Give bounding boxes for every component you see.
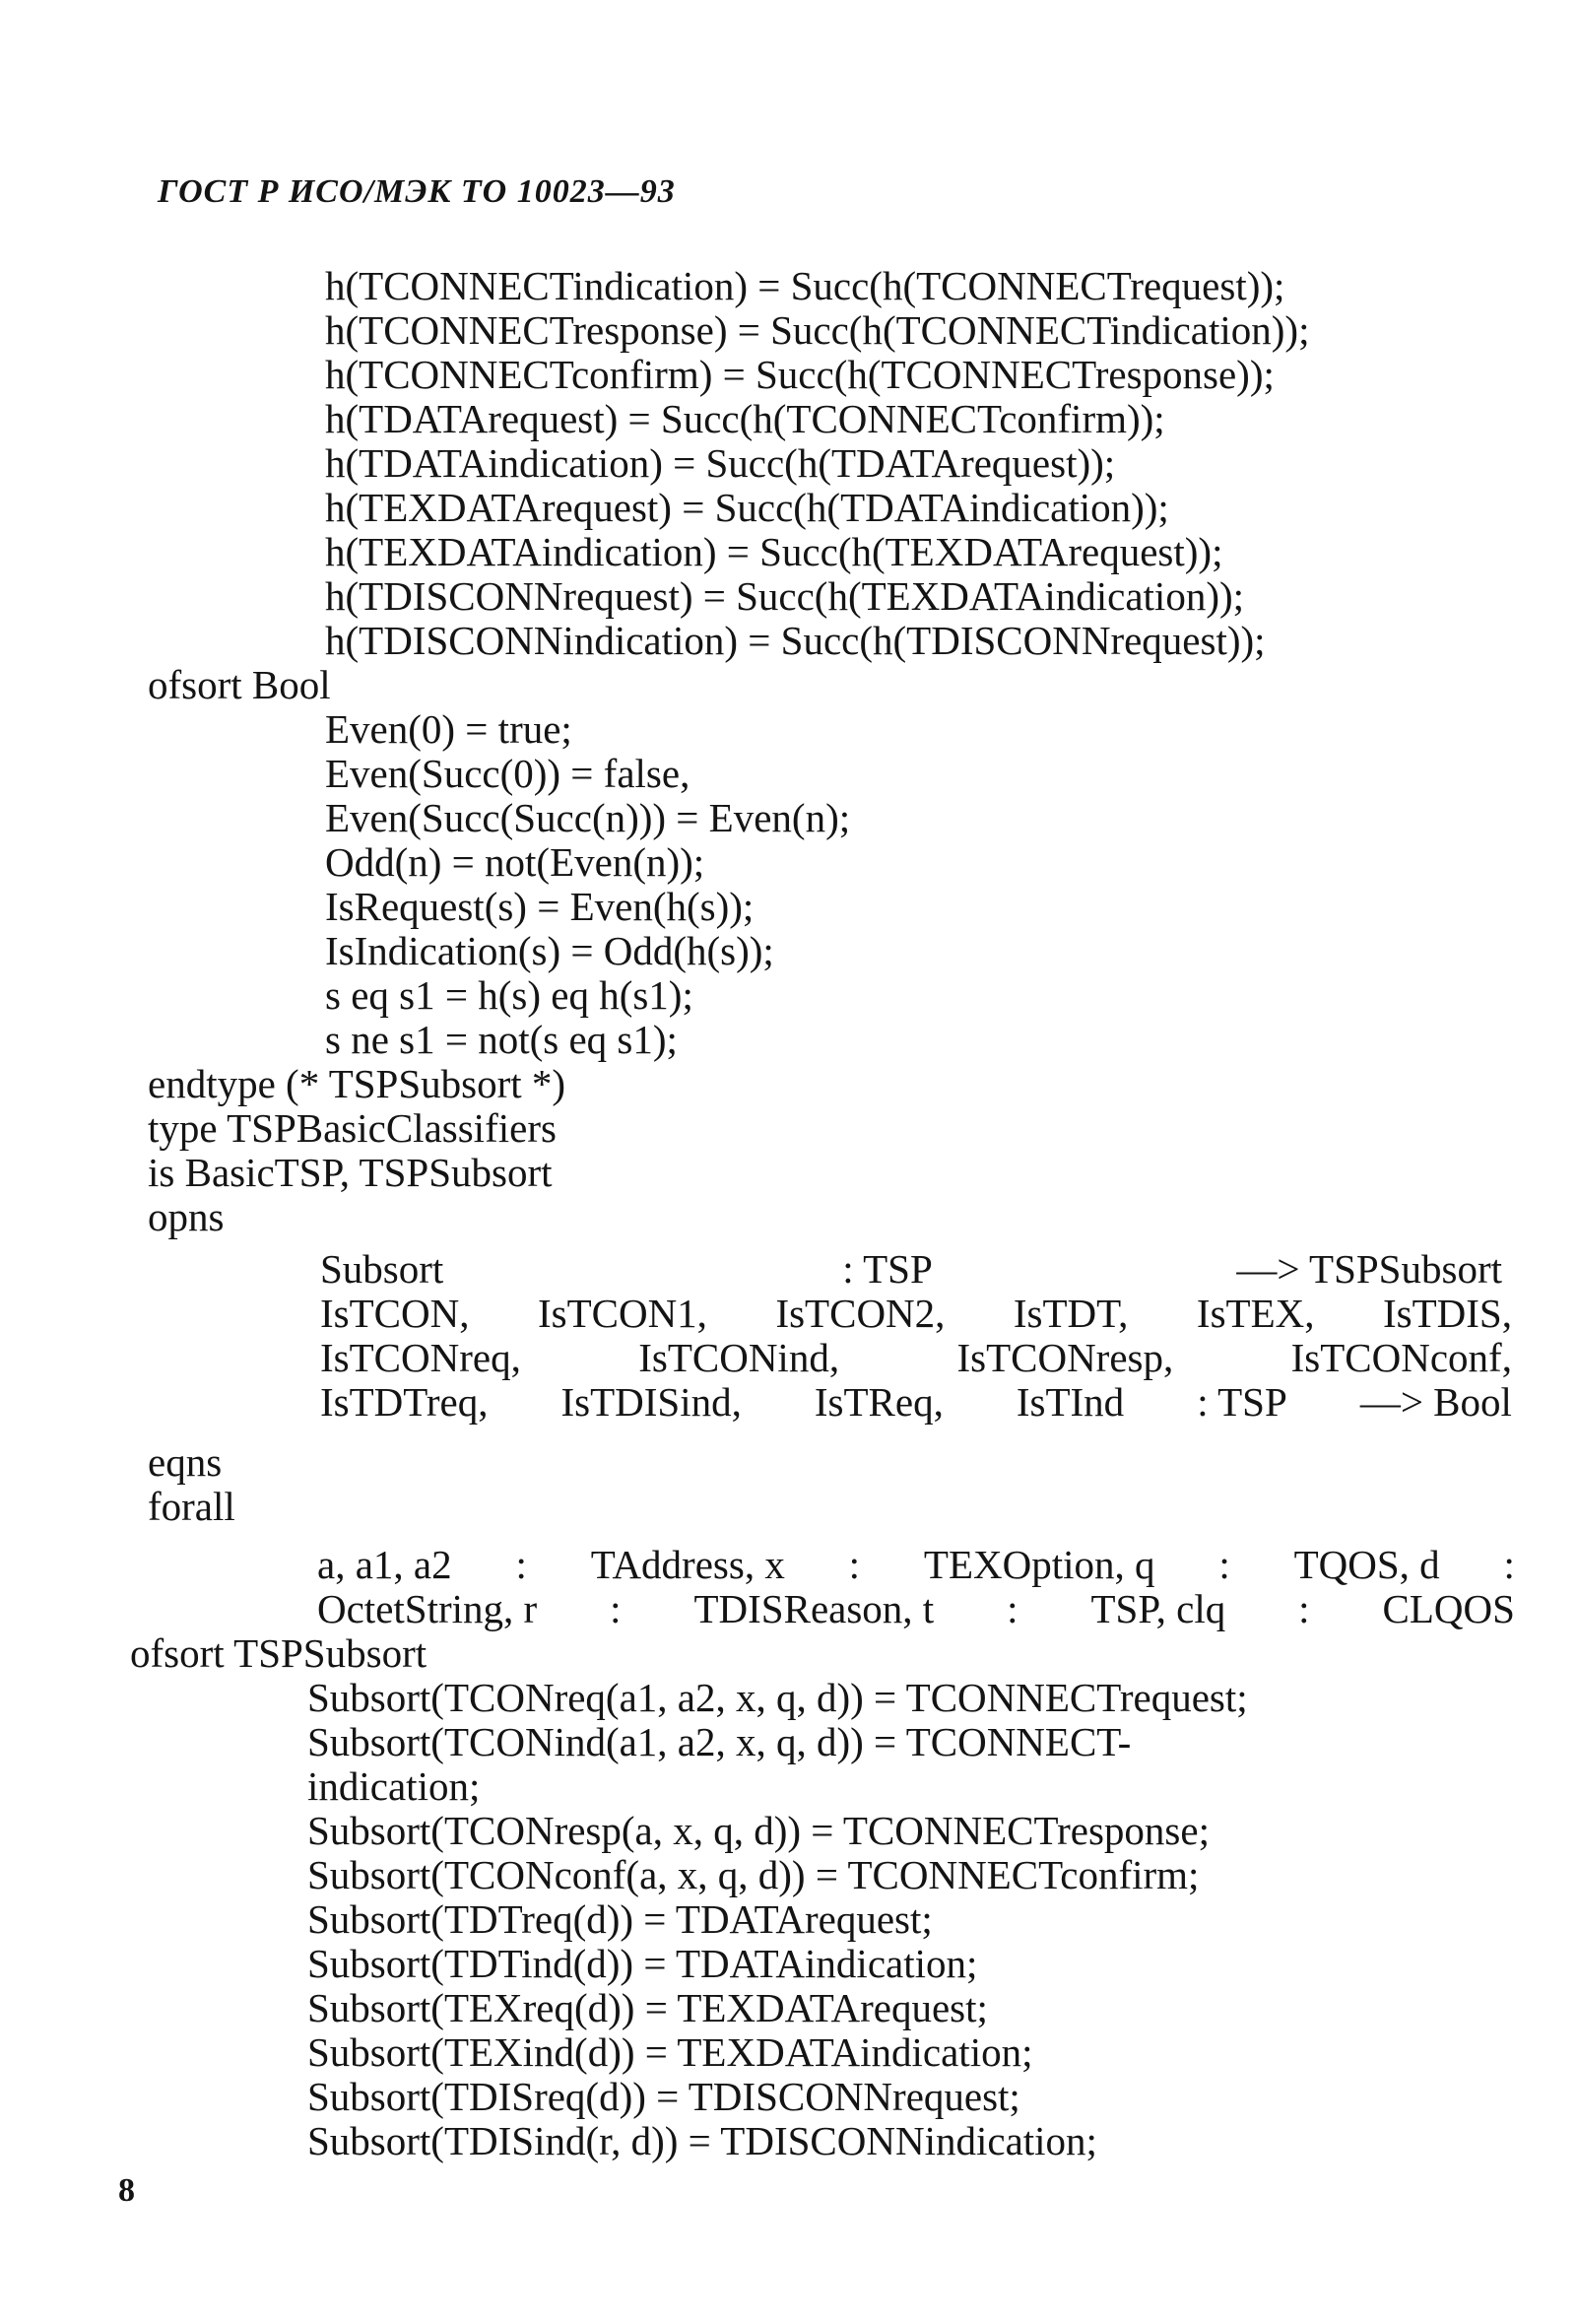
- opns-cell: IsTCON1,: [537, 1291, 707, 1336]
- forall-row: [317, 1543, 1515, 1587]
- equation-line: h(TDISCONNindication) = Succ(h(TDISCONNrequest));: [325, 618, 1266, 663]
- opns-keyword: opns: [148, 1194, 225, 1239]
- equation-line: indication;: [307, 1763, 481, 1809]
- opns-cell: IsTReq,: [814, 1379, 944, 1425]
- equation-line: s eq s1 = h(s) eq h(s1);: [325, 972, 693, 1018]
- equation-line: Subsort(TEXreq(d)) = TEXDATArequest;: [307, 1985, 988, 2030]
- equation-line: Even(0) = true;: [325, 706, 572, 752]
- equation-line: Subsort(TCONconf(a, x, q, d)) = TCONNECTconfirm;: [307, 1852, 1200, 1897]
- ofsort-bool-keyword: ofsort Bool: [148, 662, 331, 707]
- forall-keyword: forall: [148, 1484, 235, 1529]
- equation-line: Even(Succ(0)) = false,: [325, 751, 690, 796]
- equation-line: h(TCONNECTconfirm) = Succ(h(TCONNECTresponse));: [325, 352, 1275, 397]
- opns-cell: IsTCONconf,: [1290, 1335, 1512, 1380]
- forall-cell: :: [515, 1542, 527, 1587]
- equation-line: Subsort(TDISind(r, d)) = TDISCONNindication;: [307, 2118, 1097, 2163]
- opns-cell: —> Bool: [1359, 1379, 1512, 1425]
- forall-cell: OctetString, r: [317, 1586, 538, 1631]
- forall-cell: CLQOS: [1382, 1586, 1515, 1631]
- ofsort-tspsubsort-keyword: ofsort TSPSubsort: [130, 1630, 427, 1676]
- opns-cell: IsTDIS,: [1382, 1291, 1512, 1336]
- forall-cell: :: [1503, 1542, 1515, 1587]
- opns-cell: IsTCON,: [320, 1291, 470, 1336]
- opns-cell: IsTCONreq,: [320, 1335, 521, 1380]
- page-header-standard-id: ГОСТ Р ИСО/МЭК ТО 10023—93: [158, 173, 676, 210]
- opns-row: [320, 1336, 1512, 1380]
- forall-cell: :: [1218, 1542, 1230, 1587]
- endtype-line: endtype (* TSPSubsort *): [148, 1061, 566, 1106]
- opns-row: [320, 1380, 1512, 1425]
- equation-line: h(TDISCONNrequest) = Succ(h(TEXDATAindication));: [325, 573, 1245, 619]
- forall-cell: :: [610, 1586, 622, 1631]
- opns-cell: IsTEX,: [1196, 1291, 1315, 1336]
- forall-cell: a, a1, a2: [317, 1542, 452, 1587]
- type-line: type TSPBasicClassifiers: [148, 1105, 557, 1151]
- equation-line: Subsort(TDISreq(d)) = TDISCONNrequest;: [307, 2074, 1020, 2119]
- equation-line: h(TDATAindication) = Succ(h(TDATArequest));: [325, 440, 1116, 486]
- opns-row: [320, 1292, 1512, 1336]
- is-line: is BasicTSP, TSPSubsort: [148, 1150, 553, 1195]
- forall-cell: :: [1298, 1586, 1310, 1631]
- equation-line: Subsort(TEXind(d)) = TEXDATAindication;: [307, 2029, 1033, 2075]
- equation-line: h(TCONNECTresponse) = Succ(h(TCONNECTindication));: [325, 307, 1310, 353]
- equation-line: IsRequest(s) = Even(h(s));: [325, 884, 755, 929]
- equation-line: h(TCONNECTindication) = Succ(h(TCONNECTrequest));: [325, 263, 1285, 308]
- equation-line: Subsort(TCONresp(a, x, q, d)) = TCONNECTresponse;: [307, 1808, 1210, 1853]
- equation-line: h(TEXDATArequest) = Succ(h(TDATAindication));: [325, 485, 1169, 530]
- opns-cell: : TSP: [842, 1246, 933, 1292]
- opns-cell: IsTInd: [1016, 1379, 1125, 1425]
- forall-cell: TSP, clq: [1090, 1586, 1226, 1631]
- opns-cell: IsTCONind,: [638, 1335, 840, 1380]
- opns-cell: —> TSPSubsort: [1236, 1246, 1502, 1292]
- equation-line: Odd(n) = not(Even(n));: [325, 839, 705, 885]
- opns-row: [320, 1247, 1502, 1292]
- equation-line: h(TEXDATAindication) = Succ(h(TEXDATArequest));: [325, 529, 1223, 574]
- opns-cell: : TSP: [1197, 1379, 1287, 1425]
- opns-cell: IsTDTreq,: [320, 1379, 489, 1425]
- opns-cell: IsTDISind,: [560, 1379, 742, 1425]
- equation-line: Subsort(TDTreq(d)) = TDATArequest;: [307, 1896, 933, 1942]
- opns-cell: IsTCONresp,: [956, 1335, 1174, 1380]
- equation-line: Subsort(TCONind(a1, a2, x, q, d)) = TCONNECT-: [307, 1719, 1132, 1764]
- equation-line: s ne s1 = not(s eq s1);: [325, 1017, 678, 1062]
- equation-line: Even(Succ(Succ(n))) = Even(n);: [325, 795, 851, 840]
- forall-cell: TAddress, x: [590, 1542, 785, 1587]
- equation-line: Subsort(TCONreq(a1, a2, x, q, d)) = TCONNECTrequest;: [307, 1675, 1248, 1720]
- eqns-keyword: eqns: [148, 1439, 223, 1485]
- opns-cell: IsTCON2,: [775, 1291, 946, 1336]
- page-number: 8: [118, 2172, 135, 2209]
- forall-cell: TDISReason, t: [693, 1586, 935, 1631]
- equation-line: h(TDATArequest) = Succ(h(TCONNECTconfirm));: [325, 396, 1165, 441]
- equation-line: IsIndication(s) = Odd(h(s));: [325, 928, 774, 973]
- forall-cell: :: [1007, 1586, 1018, 1631]
- equation-line: Subsort(TDTind(d)) = TDATAindication;: [307, 1941, 978, 1986]
- opns-cell: Subsort: [320, 1246, 444, 1292]
- forall-row: [317, 1587, 1515, 1631]
- opns-cell: IsTDT,: [1013, 1291, 1129, 1336]
- forall-cell: TEXOption, q: [923, 1542, 1155, 1587]
- forall-cell: :: [848, 1542, 861, 1587]
- forall-cell: TQOS, d: [1293, 1542, 1440, 1587]
